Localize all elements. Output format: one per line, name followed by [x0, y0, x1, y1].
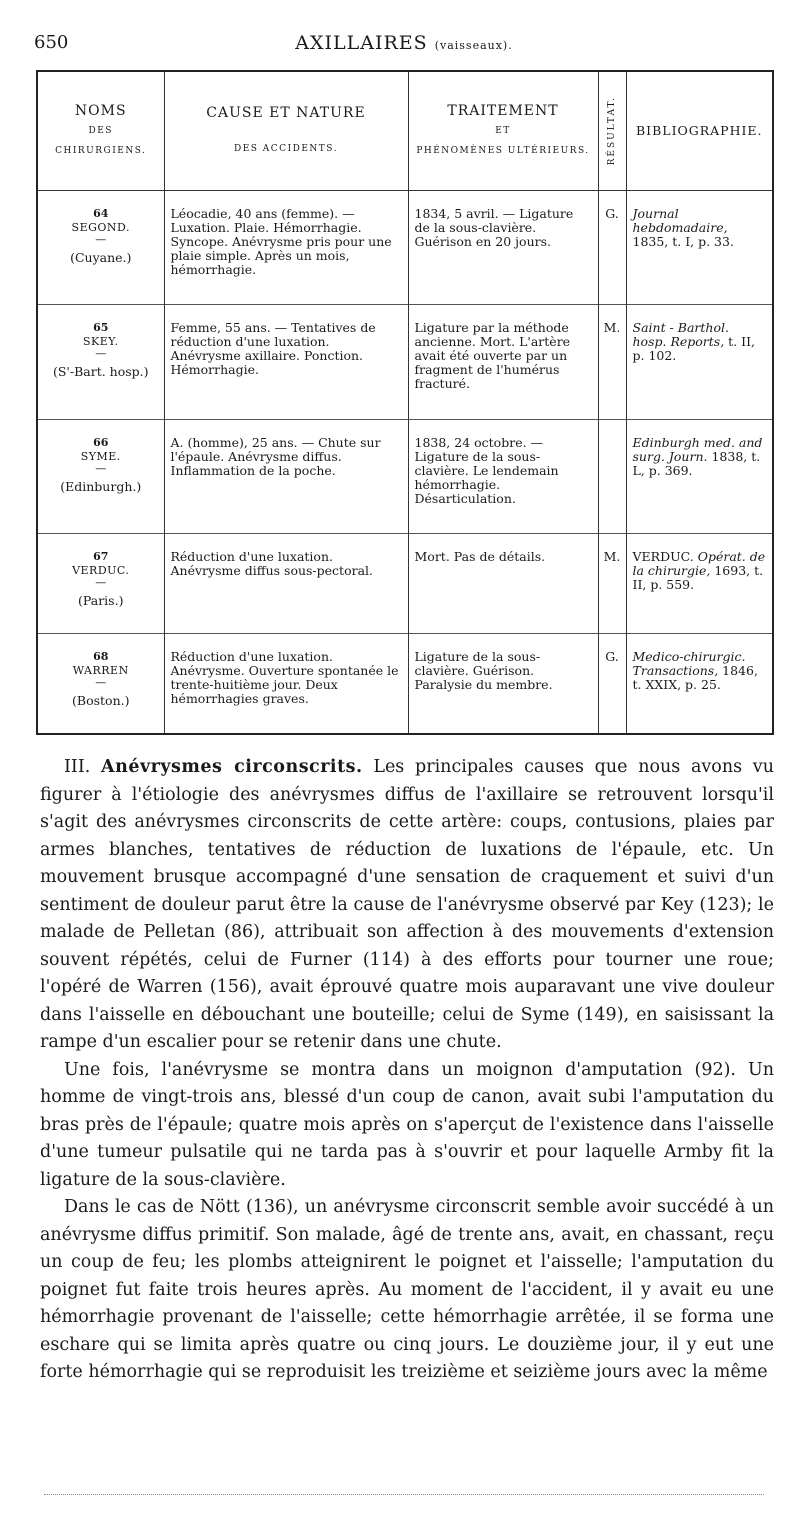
section-number: III.	[64, 757, 91, 777]
treatment-cell: 1834, 5 avril. — Ligature de la sous-clavière. Guérison en 20 jours.	[408, 191, 598, 305]
treatment-cell: Ligature par la méthode ancienne. Mort. L'artère avait été ouverte par un fragment de l'humérus fracturé.	[408, 305, 598, 419]
footer-rule	[44, 1494, 764, 1495]
table-header-row	[38, 72, 772, 191]
biblio-cell: VERDUC. Opérat. de la chirurgie, 1693, t. II, p. 559.	[626, 533, 772, 633]
header-cause: CAUSE ET NATURE DES ACCIDENTS.	[164, 72, 408, 191]
header-bibliography: BIBLIOGRAPHIE.	[626, 72, 772, 191]
treatment-cell: 1838, 24 octobre. — Ligature de la sous-clavière. Le lendemain hémorrhagie. Désarticulation.	[408, 419, 598, 533]
surgeon-cell: 65 SKEY. — (S'-Bart. hosp.)	[38, 305, 164, 419]
result-cell	[598, 419, 626, 533]
header-surgeons: NOMS DES CHIRURGIENS.	[38, 72, 164, 191]
page-header	[34, 32, 774, 56]
biblio-cell: Medico-chirurgic. Transactions, 1846, t. XXIX, p. 25.	[626, 633, 772, 733]
biblio-cell: Edinburgh med. and surg. Journ. 1838, t. L, p. 369.	[626, 419, 772, 533]
cause-cell: Réduction d'une luxation. Anévrysme. Ouverture spontanée le trente-huitième jour. Deux hémorrhagies graves.	[164, 633, 408, 733]
surgeon-cell: 68 WARREN — (Boston.)	[38, 633, 164, 733]
paragraph	[40, 754, 774, 1057]
treatment-cell: Mort. Pas de détails.	[408, 533, 598, 633]
surgeon-cell: 64 SEGOND. — (Cuyane.)	[70, 207, 132, 265]
cause-cell: A. (homme), 25 ans. — Chute sur l'épaule. Anévrysme diffus. Inflammation de la poche.	[164, 419, 408, 533]
running-title-sub: (vaisseaux).	[434, 39, 513, 52]
cause-cell: Réduction d'une luxation. Anévrysme diffus sous-pectoral.	[164, 533, 408, 633]
header-result: RÉSULTAT.	[598, 72, 626, 191]
cause-cell: Léocadie, 40 ans (femme). — Luxation. Plaie. Hémorrhagie. Syncope. Anévrysme pris pour une plaie simple. Après un mois, hémorrhagie.	[164, 191, 408, 305]
running-title-main: AXILLAIRES	[295, 32, 428, 54]
body-text	[40, 754, 774, 1387]
table-row	[38, 305, 772, 419]
treatment-cell: Ligature de la sous-clavière. Guérison. Paralysie du membre.	[408, 633, 598, 733]
surgeon-cell: 66 SYME. — (Edinburgh.)	[38, 419, 164, 533]
page-number: 650	[34, 32, 69, 53]
table-row	[38, 419, 772, 533]
header-treatment: TRAITEMENT ET PHÉNOMÈNES ULTÉRIEURS.	[408, 72, 598, 191]
cause-cell: Femme, 55 ans. — Tentatives de réduction d'une luxation. Anévrysme axillaire. Ponction. Hémorrhagie.	[164, 305, 408, 419]
paragraph-text: Les principales causes que nous avons vu figurer à l'étiologie des anévrysmes diffus de l'axillaire se retrouvent lorsqu'il s'agit des anévrysmes circonscrits de cette artère: coups, contusions, plaies par armes blanches, tentatives de réduction de luxations de l'épaule, etc. Un mouvement brusque accompagné d'une sensation de craquement et suivi d'un sentiment de douleur parut être la cause de l'anévrysme observé par Key (123); le malade de Pelletan (86), attribuait son affection à des mouvements d'extension souvent répétés, celui de Furner (114) à des efforts pour tourner une roue; l'opéré de Warren (156), avait éprouvé quatre mois auparavant une vive douleur dans l'aisselle en débouchant une bouteille; celui de Syme (149), en saisissant la rampe d'un escalier pour se retenir dans une chute.	[40, 757, 774, 1052]
result-cell: M.	[598, 533, 626, 633]
paragraph: Une fois, l'anévrysme se montra dans un moignon d'amputation (92). Un homme de vingt-trois ans, blessé d'un coup de canon, avait subi l'amputation du bras près de l'épaule; quatre mois après on s'aperçut de l'existence dans l'aisselle d'une tumeur pulsatile qui ne tarda pas à s'ouvrir et pour laquelle Armby fit la ligature de la sous-clavière.	[40, 1059, 774, 1190]
running-title	[34, 32, 774, 54]
section-title: Anévrysmes circonscrits.	[101, 757, 363, 777]
cases-table	[36, 70, 774, 735]
paragraph: Dans le cas de Nött (136), un anévrysme circonscrit semble avoir succédé à un anévrysme diffus primitif. Son malade, âgé de trente ans, avait, en chassant, reçu un coup de feu; les plombs atteignirent le poignet et l'aisselle; l'amputation du poignet fut faite trois heures après. Au moment de l'accident, il y avait eu une hémorrhagie provenant de l'aisselle; cette hémorrhagie arrêtée, il se forma une eschare qui se limita après quatre ou cinq jours. Le douzième jour, il y eut une forte hémorrhagie qui se reproduisit les treizième et seizième jours avec la même	[40, 1197, 774, 1382]
table-row	[38, 191, 772, 305]
surgeon-cell: 67 VERDUC. — (Paris.)	[38, 533, 164, 633]
result-cell: G.	[598, 191, 626, 305]
table-row	[38, 633, 772, 733]
result-cell: G.	[598, 633, 626, 733]
table-row	[38, 533, 772, 633]
biblio-cell: Journal hebdomadaire, 1835, t. I, p. 33.	[626, 191, 772, 305]
biblio-cell: Saint - Barthol. hosp. Reports, t. II, p. 102.	[626, 305, 772, 419]
result-cell: M.	[598, 305, 626, 419]
